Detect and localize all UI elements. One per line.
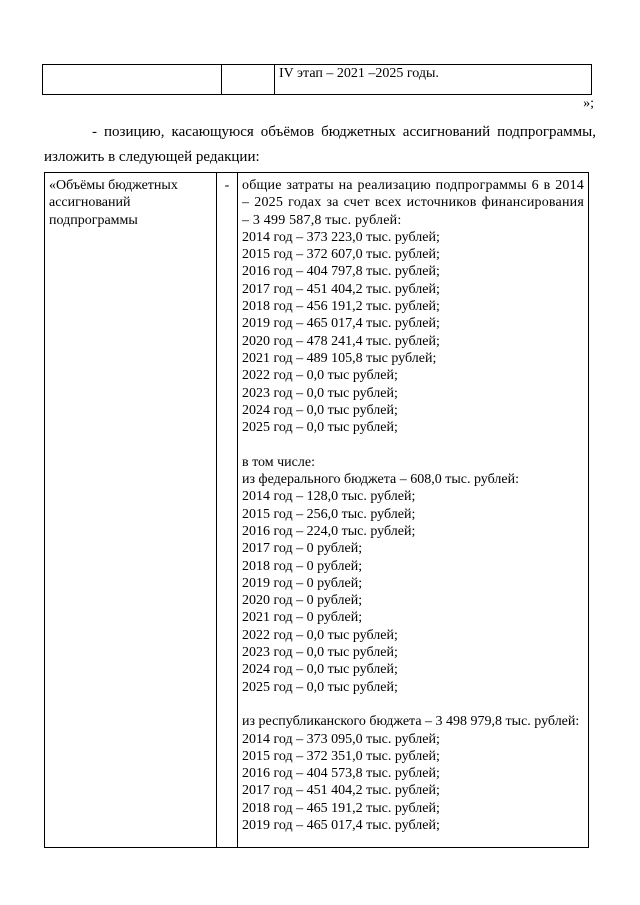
total-year-line: 2015 год – 372 607,0 тыс. рублей; [242,247,440,263]
total-intro: общие затраты на реализацию подпрограммы 6 в 2014 – 2025 годах за счет всех источников финансирования – 3 499 587,8 тыс. рублей: [242,178,584,228]
federal-year-line: 2015 год – 256,0 тыс. рублей; [242,506,416,522]
table-row [45,173,589,848]
total-year-line: 2014 год – 373 223,0 тыс. рублей; [242,229,440,245]
federal-intro: из федерального бюджета – 608,0 тыс. рублей: [242,472,519,488]
top-table-cell-2 [222,65,275,95]
table-row [43,65,592,95]
total-years-list [242,229,584,437]
including-label: в том числе: [242,454,315,470]
federal-year-line: 2021 год – 0 рублей; [242,610,363,626]
total-year-line: 2019 год – 465 017,4 тыс. рублей; [242,316,440,332]
republic-years-list [242,731,584,835]
total-year-line: 2018 год – 456 191,2 тыс. рублей; [242,299,440,315]
top-table [42,64,592,95]
budget-content-cell [238,173,589,848]
republic-year-line: 2018 год – 465 191,2 тыс. рублей; [242,800,440,816]
total-year-line: 2025 год – 0,0 тыс рублей; [242,420,398,436]
federal-year-line: 2017 год – 0 рублей; [242,541,363,557]
republic-year-line: 2014 год – 373 095,0 тыс. рублей; [242,731,440,747]
spacer [242,436,584,453]
dash-cell: - [217,173,238,848]
budget-table [44,172,589,848]
total-year-line: 2024 год – 0,0 тыс рублей; [242,402,398,418]
closing-quote: »; [583,96,594,111]
federal-year-line: 2018 год – 0 рублей; [242,558,363,574]
spacer [242,696,584,713]
amendment-paragraph [44,120,596,170]
total-year-line: 2017 год – 451 404,2 тыс. рублей; [242,281,440,297]
paragraph-text: - позицию, касающуюся объёмов бюджетных ассигнований подпрограммы, изложить в следующей редакции: [44,124,596,165]
federal-year-line: 2016 год – 224,0 тыс. рублей; [242,523,416,539]
federal-year-line: 2020 год – 0 рублей; [242,593,363,609]
federal-year-line: 2023 год – 0,0 тыс рублей; [242,645,398,661]
republic-year-line: 2017 год – 451 404,2 тыс. рублей; [242,783,440,799]
top-table-cell-stage: IV этап – 2021 –2025 годы. [275,65,592,95]
total-year-line: 2016 год – 404 797,8 тыс. рублей; [242,264,440,280]
republic-year-line: 2019 год – 465 017,4 тыс. рублей; [242,817,440,833]
federal-year-line: 2022 год – 0,0 тыс рублей; [242,627,398,643]
republic-year-line: 2015 год – 372 351,0 тыс. рублей; [242,748,440,764]
republic-intro: из республиканского бюджета – 3 498 979,8 тыс. рублей: [242,714,580,730]
federal-year-line: 2014 год – 128,0 тыс. рублей; [242,489,416,505]
federal-years-list [242,488,584,696]
federal-year-line: 2025 год – 0,0 тыс рублей; [242,679,398,695]
budget-label-cell: «Объёмы бюджетных ассигнований подпрограммы [45,173,217,848]
top-table-cell-1 [43,65,222,95]
total-year-line: 2022 год – 0,0 тыс рублей; [242,368,398,384]
total-year-line: 2021 год – 489 105,8 тыс рублей; [242,350,437,366]
total-year-line: 2023 год – 0,0 тыс рублей; [242,385,398,401]
republic-year-line: 2016 год – 404 573,8 тыс. рублей; [242,766,440,782]
federal-year-line: 2019 год – 0 рублей; [242,575,363,591]
total-year-line: 2020 год – 478 241,4 тыс. рублей; [242,333,440,349]
federal-year-line: 2024 год – 0,0 тыс рублей; [242,662,398,678]
